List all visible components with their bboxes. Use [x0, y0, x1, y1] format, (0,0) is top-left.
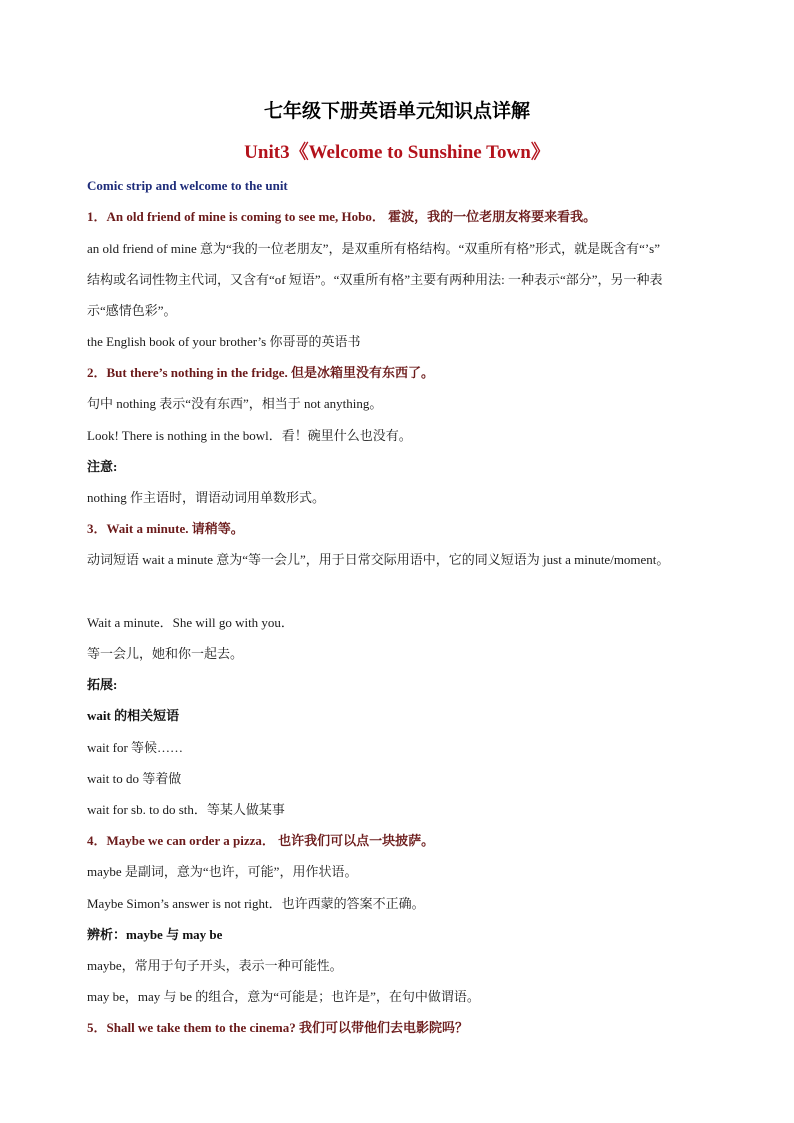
body-line: may be，may 与 be 的组合，意为“可能是；也许是”，在句中做谓语。 — [87, 989, 480, 1004]
example-line: the English book of your brother’s 你哥哥的英语书 — [87, 334, 361, 349]
phrase-line: wait to do 等着做 — [87, 771, 182, 786]
body-line: maybe，常用于句子开头，表示一种可能性。 — [87, 958, 343, 973]
note-label: 注意: — [87, 459, 118, 474]
point-5-heading: 5．Shall we take them to the cinema? 我们可以带他们去电影院吗？ — [87, 1020, 468, 1035]
body-line: 结构或名词性物主代词，又含有“of 短语”。“双重所有格”主要有两种用法: 一种表示“部分”，另一种表 — [87, 272, 663, 287]
example-line: Maybe Simon’s answer is not right．也许西蒙的答案不正确。 — [87, 896, 425, 911]
point-1-heading: 1．An old friend of mine is coming to see me, Hobo． 霍波，我的一位老朋友将要来看我。 — [87, 209, 597, 224]
phrase-line: wait for 等候…… — [87, 740, 184, 755]
body-line: maybe 是副词，意为“也许，可能”，用作状语。 — [87, 864, 358, 879]
example-line: Wait a minute．She will go with you． — [87, 615, 294, 630]
body-line: nothing 作主语时，谓语动词用单数形式。 — [87, 490, 325, 505]
phrase-line: wait for sb. to do sth．等某人做某事 — [87, 802, 285, 817]
body-line: 动词短语 wait a minute 意为“等一会儿”，用于日常交际用语中，它的同义短语为 just a minute/moment。 — [87, 552, 670, 567]
example-line: Look! There is nothing in the bowl．看！碗里什么也没有。 — [87, 428, 412, 443]
body-line: 示“感情色彩”。 — [87, 303, 177, 318]
comparison-heading: 辨析：maybe 与 may be — [87, 927, 223, 942]
point-3-heading: 3．Wait a minute. 请稍等。 — [87, 521, 244, 536]
unit-title: Unit3《Welcome to Sunshine Town》 — [244, 142, 550, 163]
translation-line: 等一会儿，她和你一起去。 — [87, 646, 244, 661]
point-4-heading: 4．Maybe we can order a pizza． 也许我们可以点一块披萨。 — [87, 833, 435, 848]
point-2-heading: 2．But there’s nothing in the fridge. 但是冰箱里没有东西了。 — [87, 365, 435, 380]
body-line: 句中 nothing 表示“没有东西”，相当于 not anything。 — [87, 396, 383, 411]
phrase-heading: wait 的相关短语 — [87, 708, 180, 723]
section-heading: Comic strip and welcome to the unit — [87, 178, 288, 193]
extension-label: 拓展: — [87, 677, 118, 692]
body-line: an old friend of mine 意为“我的一位老朋友”，是双重所有格结构。“双重所有格”形式，就是既含有“’s” — [87, 241, 661, 256]
page-title: 七年级下册英语单元知识点详解 — [263, 100, 530, 122]
